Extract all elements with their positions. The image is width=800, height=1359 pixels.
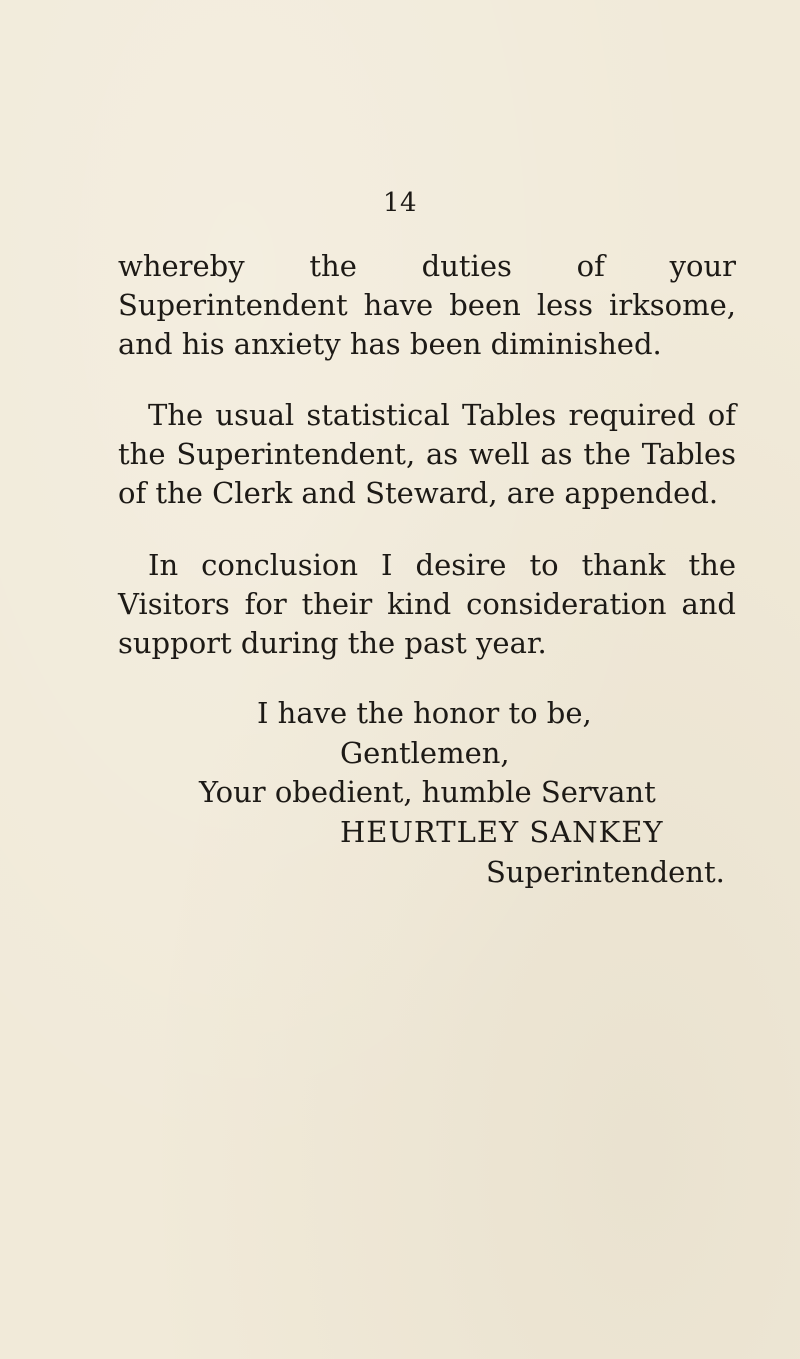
paragraph-1: whereby the duties of your Superintendent have been less irksome, and his anxiety has been diminished. <box>118 249 736 361</box>
page-number: 14 <box>382 188 418 218</box>
signature-name: HEURTLEY SANKEY <box>340 815 664 849</box>
paragraph-3: In conclusion I desire to thank the Visitors for their kind consideration and support during the past year. <box>118 548 736 660</box>
closing-salutation: Gentlemen, <box>340 736 510 770</box>
closing-line-3: Your obedient, humble Servant <box>199 775 656 809</box>
paragraph-2: The usual statistical Tables required of the Superintendent, as well as the Tables of the Clerk and Steward, are appended. <box>118 398 736 510</box>
signature-title: Superintendent. <box>486 855 725 889</box>
closing-line-1: I have the honor to be, <box>257 696 592 730</box>
